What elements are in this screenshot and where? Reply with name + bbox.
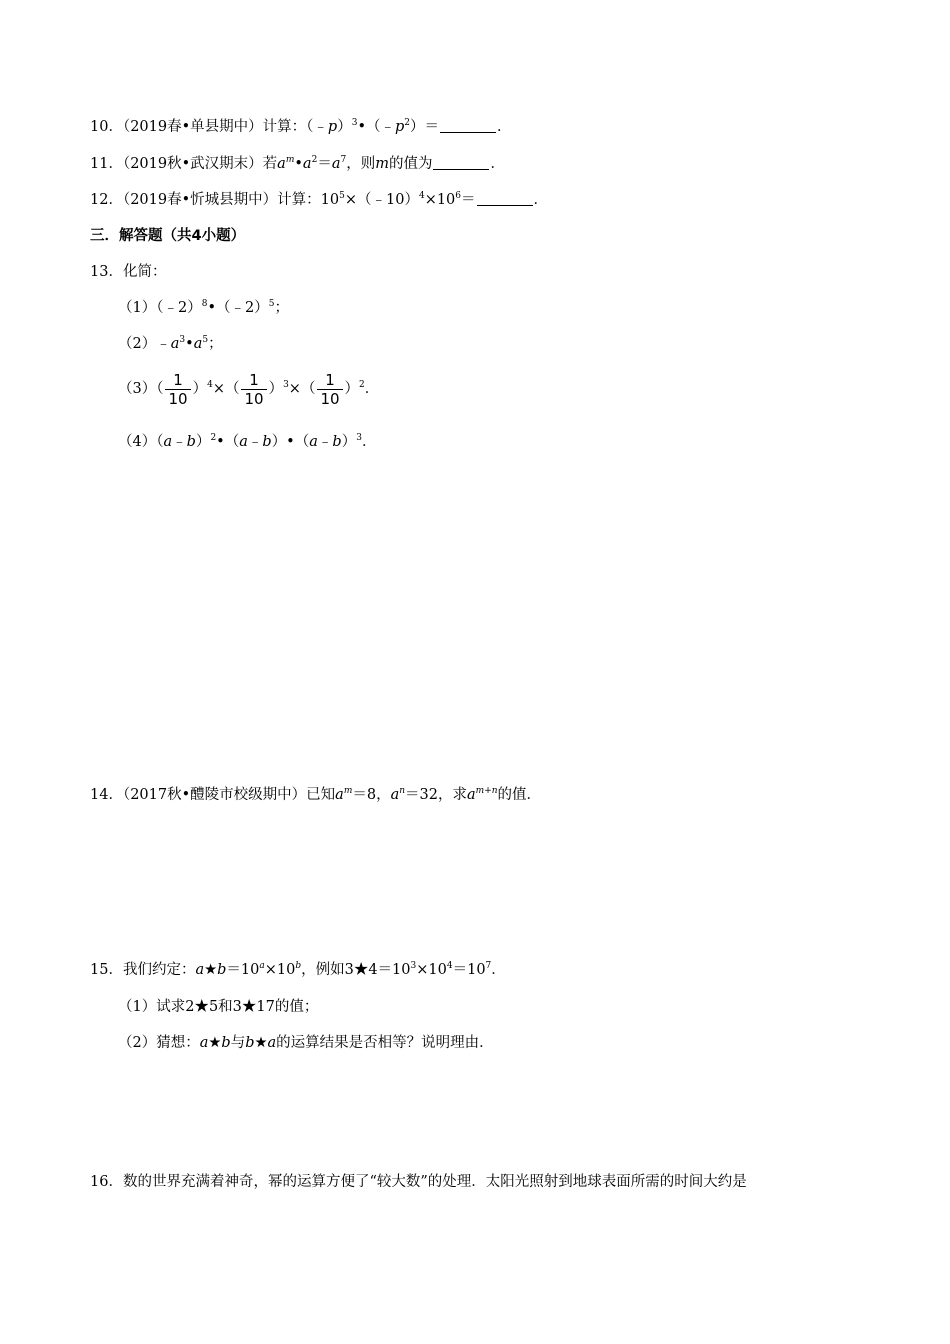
fraction: $\frac{1}{10}$ (317, 371, 342, 408)
question-number: 10． (90, 119, 123, 135)
question-text: 数的世界充满着神奇，幂的运算方便了“较大数”的处理．太阳光照射到地球表面所需的时间大约是 (122, 1174, 747, 1190)
q13-part-2: $(2)﹣a^3•a^5$； (118, 335, 223, 352)
answer-blank[interactable] (440, 118, 496, 133)
fraction: $\frac{1}{10}$ (165, 371, 190, 408)
q13-part-3: （3）（ $\frac{1}{10}$ ）$^4$×（ $\frac{1}{10}$ ）$^3$×（ $\frac{1}{10}$ ）$^2$． (118, 370, 380, 408)
question-11: 11．（2019秋•武汉期末）若$a^m•a^2=a^7$，则m的值为 ． (90, 155, 505, 172)
question-text: 化简： (122, 264, 167, 280)
question-number: 13． (90, 264, 123, 280)
question-number: 16． (90, 1174, 123, 1190)
fraction: $\frac{1}{10}$ (241, 371, 266, 408)
question-14: 14．（2017秋•醴陵市校级期中）已知$a^m=8$，$a^n=32$，求$a^{m+n}$的值． (90, 786, 542, 803)
q13-part-4: （4）（a﹣b）$^2$•（a﹣b）•（a﹣b）$^3$． (118, 433, 377, 450)
question-10: 10．（2019春•单县期中）计算：$(﹣p)^3•(﹣p^2)=$ ． (90, 118, 512, 135)
answer-blank[interactable] (433, 155, 489, 170)
q13-part-1: （1）（﹣2）$^8$•（﹣2）$^5$； (118, 299, 289, 316)
question-16 (90, 1172, 747, 1192)
q15-part-2: （2）猜想：a★b与b★a的运算结果是否相等？说明理由． (118, 1035, 494, 1051)
section-heading: 三．解答题（共4小题） (90, 228, 246, 244)
answer-blank[interactable] (477, 191, 533, 206)
question-12: 12．（2019春•忻城县期中）计算：$10^5\times(﹣10)^4\times 10^6=$ ． (90, 191, 549, 208)
question-15: 15．我们约定：$a★b=10^a\times 10^b$，例如$3★4=10^3\times 10^4=10^7$． (90, 961, 506, 978)
q15-part-1: （1）试求2★5和3★17的值； (118, 999, 319, 1015)
question-13 (90, 262, 166, 282)
